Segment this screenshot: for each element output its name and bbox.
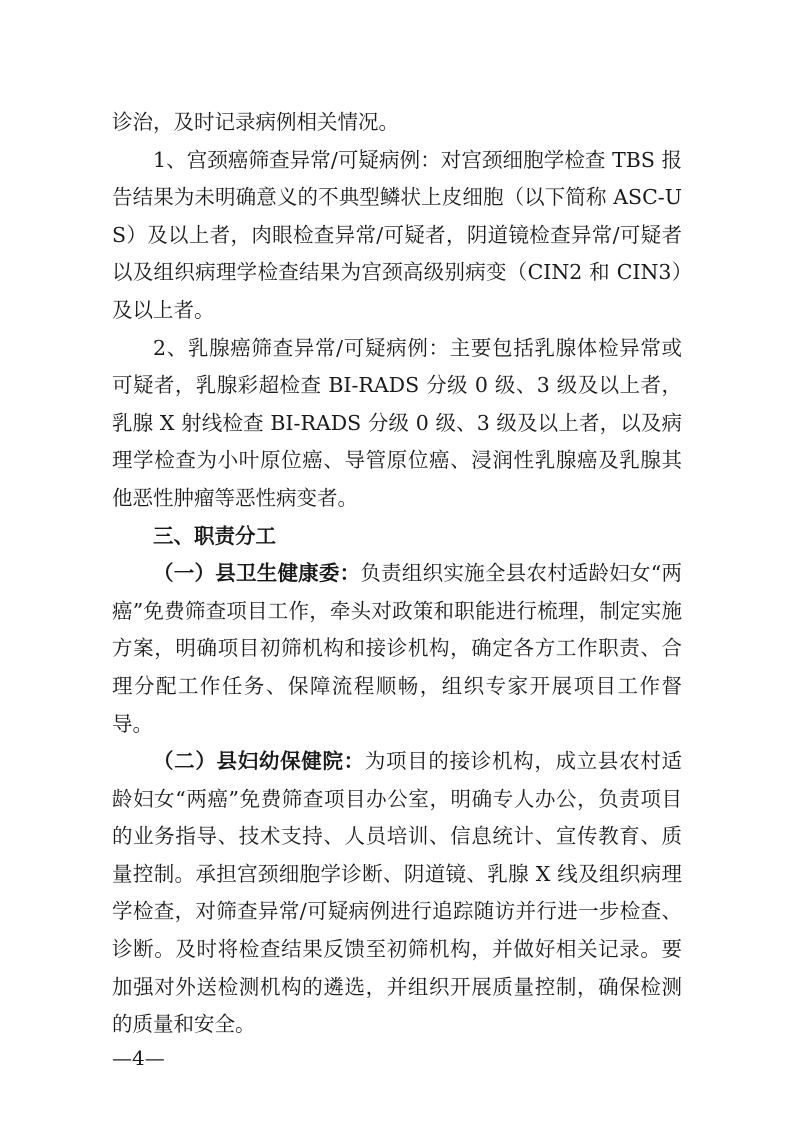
paragraph-body-health-commission: 负责组织实施全县农村适龄妇女“两癌”免费筛查项目工作，牵头对政策和职能进行梳理，制定实施方案，明确项目初筛机构和接诊机构，确定各方工作职责、合理分配工作任务、保障流程顺畅，组织专家开展项目工作督导。 — [112, 561, 682, 736]
paragraph-title-maternal-child-hospital: （二）县妇幼保健院： — [153, 749, 365, 774]
paragraph-breast-cancer-criteria: 2、乳腺癌筛查异常/可疑病例：主要包括乳腺体检异常或可疑者，乳腺彩超检查 BI-RADS 分级 0 级、3 级及以上者，乳腺 X 射线检查 BI-RADS 分级 0 级、3 级及以上者，以及病理学检查为小叶原位癌、导管原位癌、浸润性乳腺癌及乳腺其他恶性肿瘤等恶性病变者。 — [112, 335, 682, 510]
paragraph-maternal-child-hospital — [112, 743, 682, 1044]
section-heading-responsibilities: 三、职责分工 — [153, 523, 276, 548]
paragraph-body-maternal-child-hospital: 为项目的接诊机构，成立县农村适龄妇女“两癌”免费筛查项目办公室，明确专人办公，负责项目的业务指导、技术支持、人员培训、信息统计、宣传教育、质量控制。承担宫颈细胞学诊断、阴道镜、乳腺 X 线及组织病理学检查，对筛查异常/可疑病例进行追踪随访并行进一步检查、诊断。及时将检查结果反馈至初筛机构，并做好相关记录。要加强对外送检测机构的遴选，并组织开展质量控制，确保检测的质量和安全。 — [112, 749, 682, 1037]
paragraph-county-health-commission — [112, 555, 682, 743]
paragraph-cervical-cancer-criteria: 1、宫颈癌筛查异常/可疑病例：对宫颈细胞学检查 TBS 报告结果为未明确意义的不典型鳞状上皮细胞（以下简称 ASC-US）及以上者，肉眼检查异常/可疑者，阴道镜检查异常/可疑者以及组织病理学检查结果为宫颈高级别病变（CIN2 和 CIN3）及以上者。 — [112, 147, 682, 322]
document-body — [112, 104, 682, 1044]
paragraph-continuation: 诊治，及时记录病例相关情况。 — [112, 110, 399, 134]
page-number: —4— — [112, 1046, 165, 1070]
paragraph-title-health-commission: （一）县卫生健康委： — [153, 561, 361, 586]
